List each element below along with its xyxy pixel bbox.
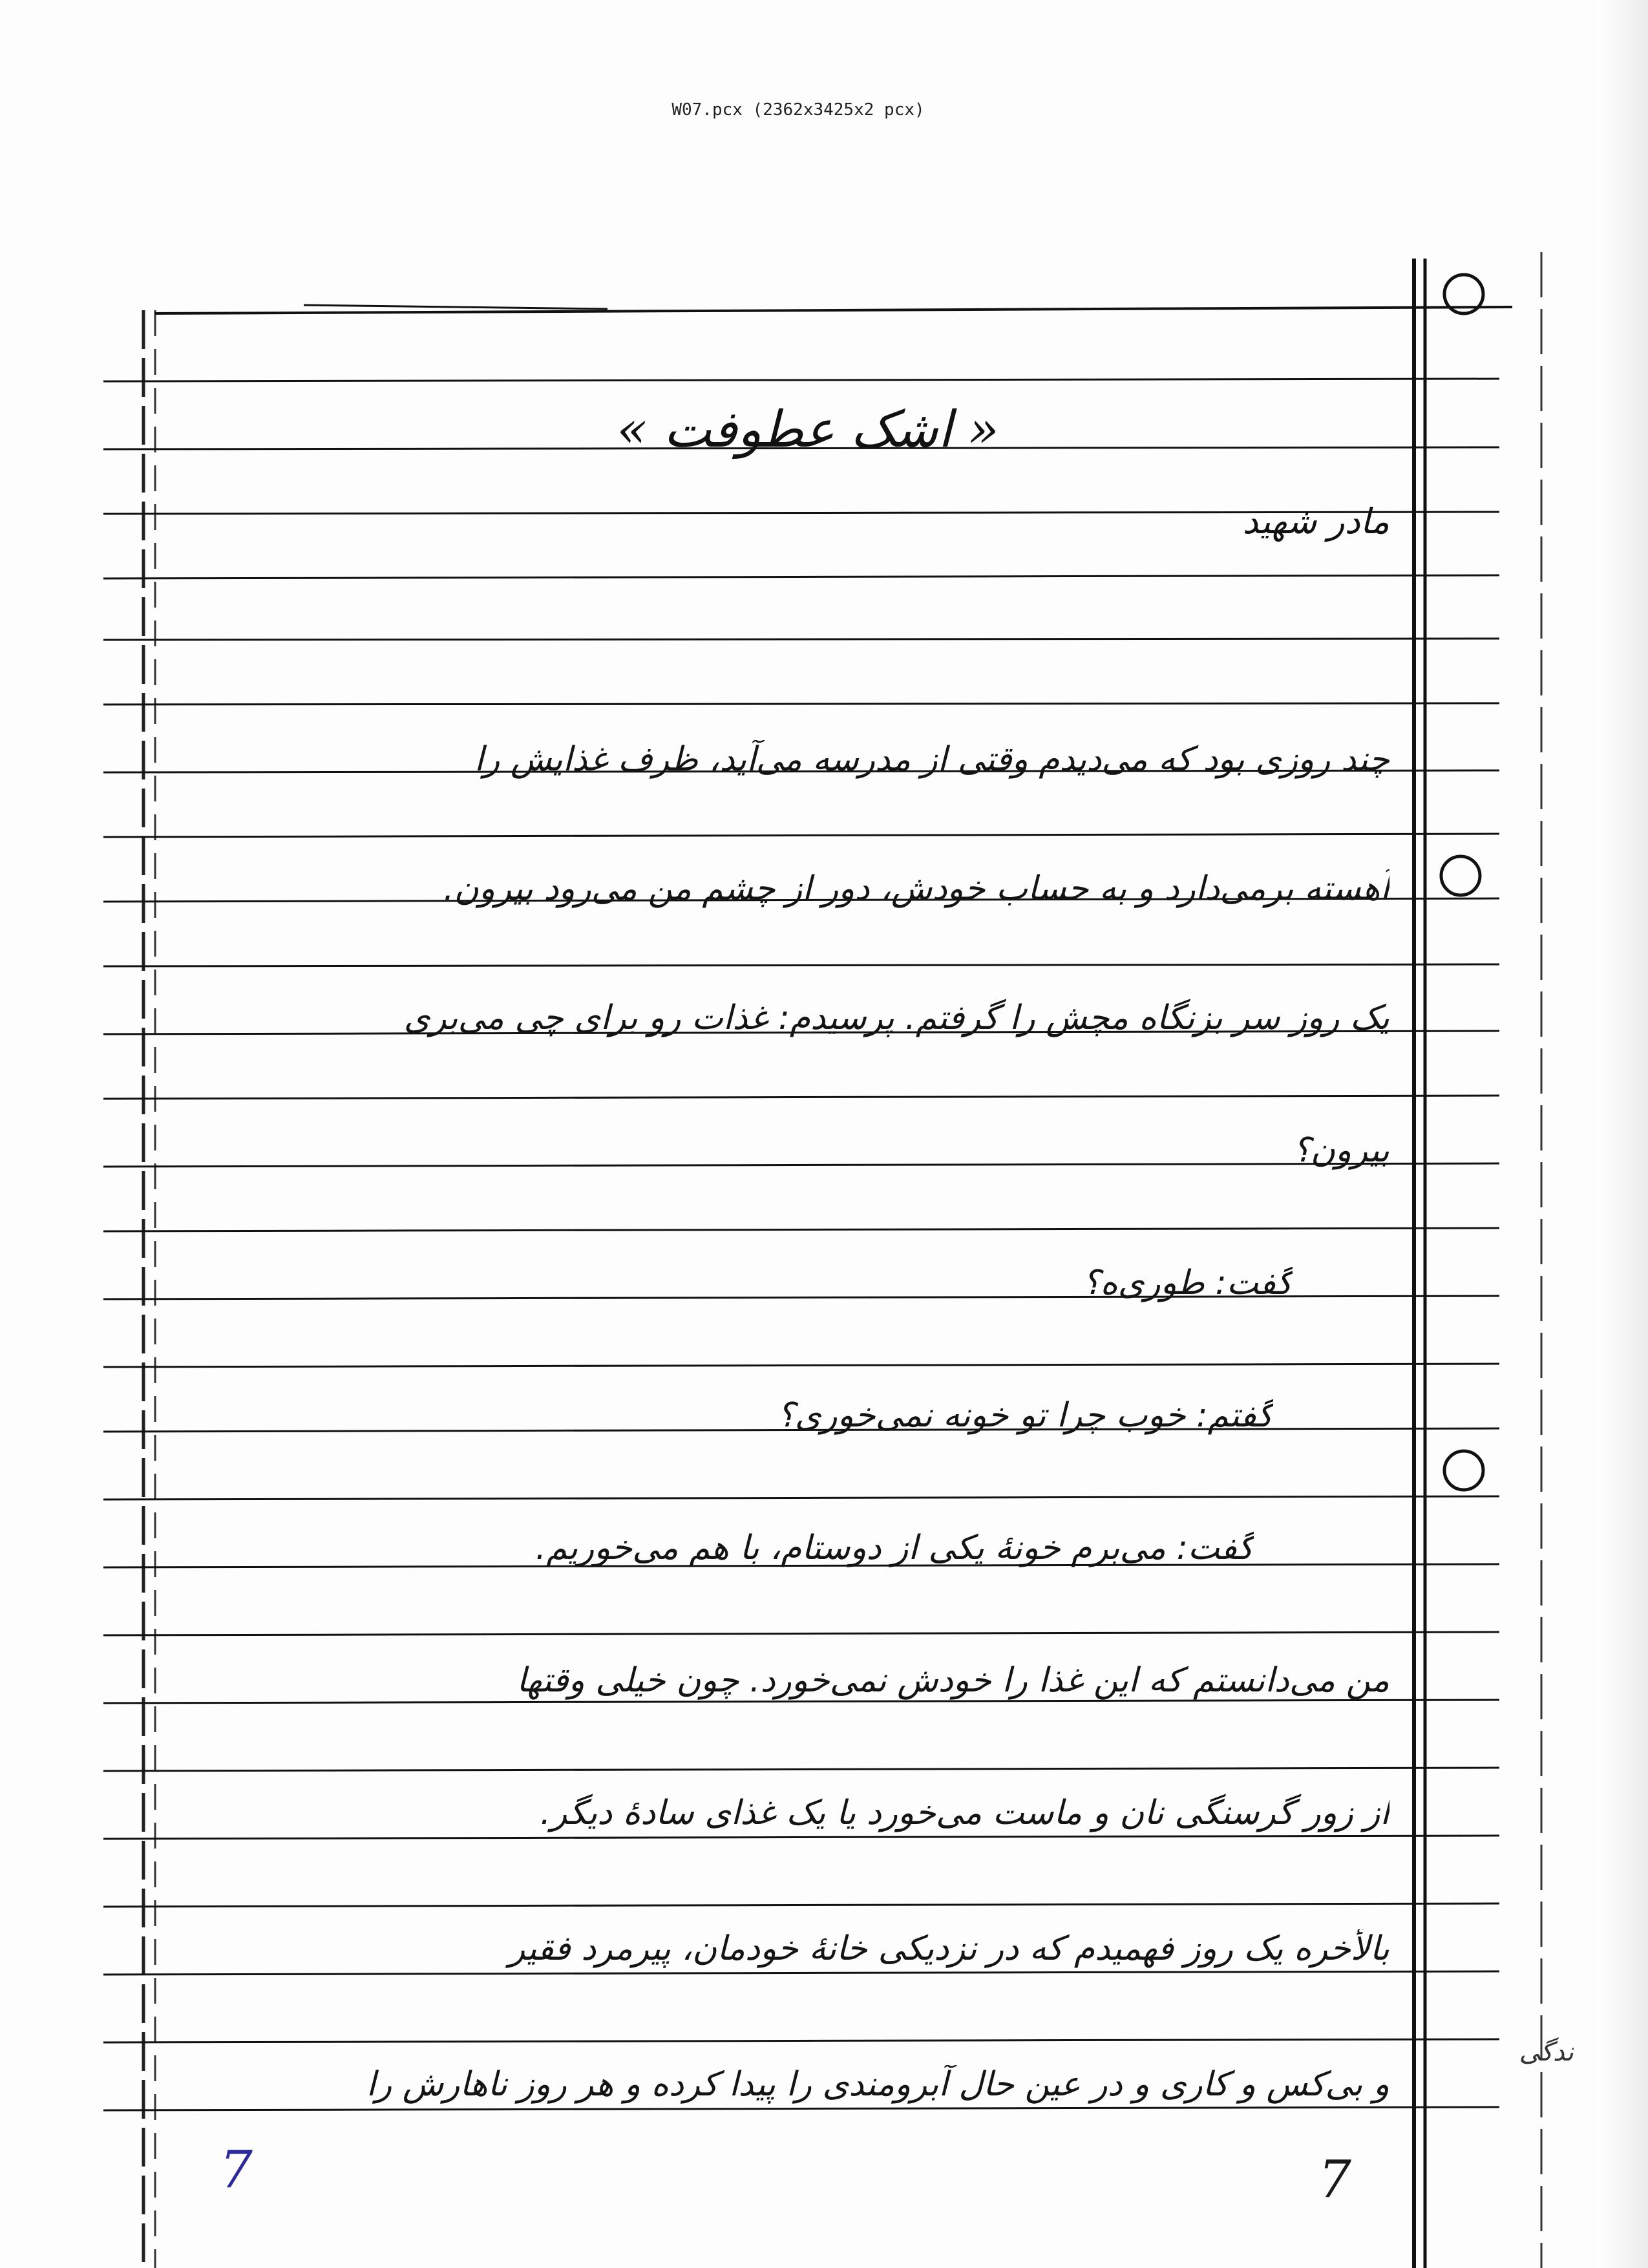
handwritten-line: آهسته برمی‌دارد و به حساب خودش، دور از چشم من می‌رود بیرون.: [443, 869, 1389, 908]
handwritten-line: از زور گرسنگی نان و ماست می‌خورد یا یک غذای سادهٔ دیگر.: [540, 1794, 1389, 1832]
handwritten-line: بالأخره یک روز فهمیدم که در نزدیکی خانهٔ خودمان، پیرمرد فقیر: [509, 1929, 1389, 1968]
handwritten-line: چند روزی بود که می‌دیدم وقتی از مدرسه می‌آید، ظرف غذایش را: [474, 740, 1389, 779]
handwritten-line: من می‌دانستم که این غذا را خودش نمی‌خورد. چون خیلی وقتها: [516, 1661, 1389, 1700]
scan-header-filename: W07.pcx (2362x3425x2 pcx): [671, 100, 925, 120]
handwritten-line: یک روز سر بزنگاه مچش را گرفتم. پرسیدم: غذات رو برای چی می‌بری: [403, 999, 1389, 1037]
margin-note: ندگی: [1519, 2037, 1574, 2067]
handwritten-line: و بی‌کس و کاری و در عین حال آبرومندی را پیدا کرده و هر روز ناهارش را: [366, 2065, 1389, 2104]
handwritten-line: گفت: می‌برم خونهٔ یکی از دوستام، با هم می‌خوریم.: [535, 1529, 1254, 1567]
document-title: « اشک عطوفت »: [617, 401, 999, 459]
page-number-black: 7: [1318, 2149, 1351, 2209]
handwritten-line: گفتم: خوب چرا تو خونه نمی‌خوری؟: [777, 1396, 1273, 1435]
punch-hole: [1444, 1451, 1483, 1490]
document-subtitle: مادر شهید: [1242, 501, 1389, 542]
page-number-blue: 7: [220, 2139, 253, 2199]
punch-hole: [1441, 856, 1480, 895]
handwritten-line: بیرون؟: [1293, 1131, 1389, 1170]
handwritten-line: گفت: طوری‌ه؟: [1082, 1264, 1293, 1302]
